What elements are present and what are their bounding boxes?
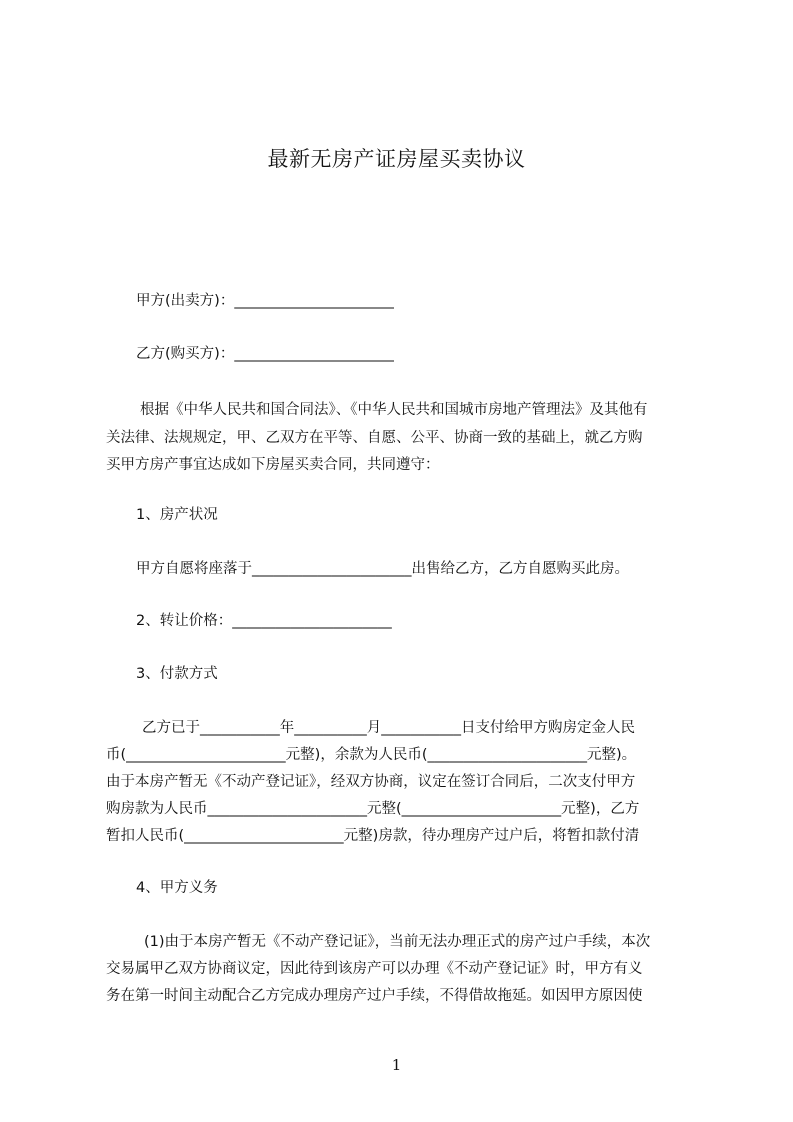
preamble-line-2: 关法律、法规规定，甲、乙双方在平等、自愿、公平、协商一致的基础上，就乙方购	[106, 430, 643, 446]
party-a-line: 甲方(出卖方)：______________________	[136, 293, 394, 309]
section4-heading: 4、甲方义务	[136, 880, 218, 896]
section1-heading: 1、房产状况	[136, 507, 218, 523]
section3-heading: 3、付款方式	[136, 666, 218, 682]
section4-line-2: 交易属甲乙双方协商议定，因此待到该房产可以办理《不动产登记证》时，甲方有义	[106, 961, 643, 977]
party-b-line: 乙方(购买方)：______________________	[136, 346, 394, 362]
section3-line-5: 暂扣人民币(______________________元整)房款，待办理房产过户后，将暂扣款付清	[106, 828, 640, 844]
section4-line-3: 务在第一时间主动配合乙方完成办理房产过户手续，不得借故拖延。如因甲方原因使	[106, 988, 643, 1004]
section3-line-2: 币(______________________元整)，余款为人民币(______________________元整)。	[106, 747, 637, 763]
page-number: 1	[391, 1056, 402, 1074]
section3-line-4: 购房款为人民币______________________元整(______________________元整)，乙方	[106, 801, 640, 817]
preamble-line-1: 根据《中华人民共和国合同法》、《中华人民共和国城市房地产管理法》及其他有	[140, 402, 648, 418]
document-title: 最新无房产证房屋买卖协议	[267, 147, 526, 171]
section1-text: 甲方自愿将座落于______________________出售给乙方，乙方自愿购买此房。	[136, 561, 629, 577]
section2-heading: 2、转让价格：______________________	[136, 613, 392, 629]
section3-line-1: 乙方已于___________年__________月___________日支付给甲方购房定金人民	[142, 720, 635, 736]
section4-line-1: (1)由于本房产暂无《不动产登记证》，当前无法办理正式的房产过户手续，本次	[144, 934, 651, 950]
preamble-line-3: 买甲方房产事宜达成如下房屋买卖合同，共同遵守：	[106, 457, 440, 473]
section3-line-3: 由于本房产暂无《不动产登记证》，经双方协商，议定在签订合同后，二次支付甲方	[106, 774, 636, 790]
